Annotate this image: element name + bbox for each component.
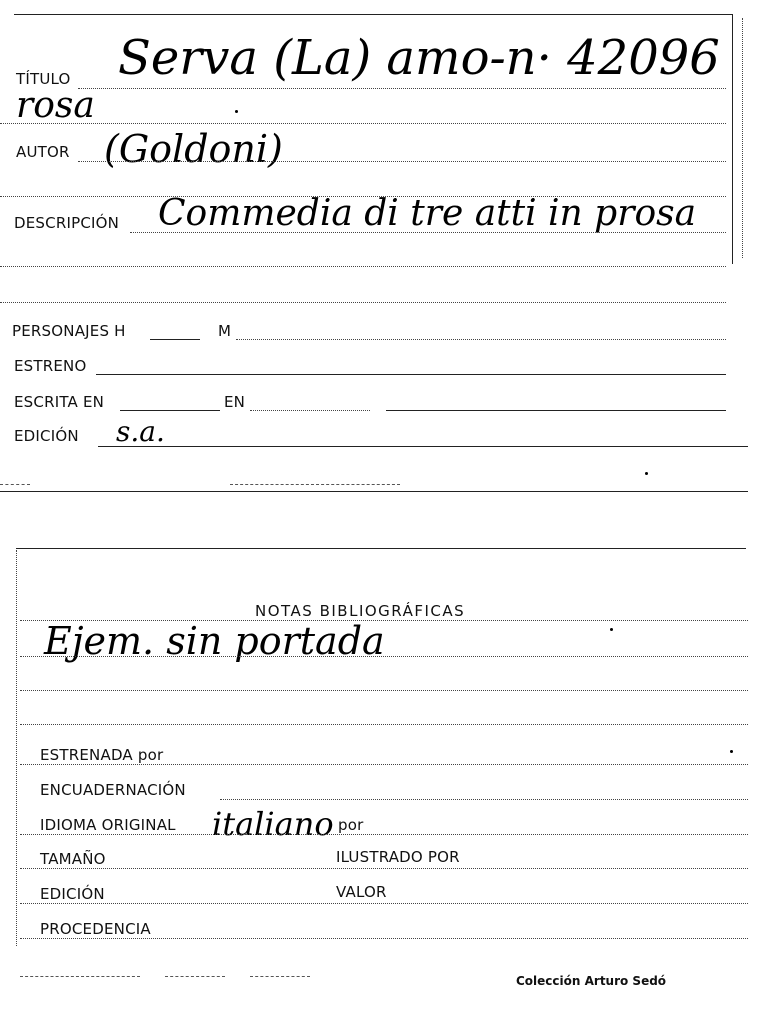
label-por: por xyxy=(338,816,364,834)
label-tamano: TAMAÑO xyxy=(40,850,106,868)
notas-heading: NOTAS BIBLIOGRÁFICAS xyxy=(255,602,466,620)
label-titulo: TÍTULO xyxy=(16,70,71,88)
label-procedencia: PROCEDENCIA xyxy=(40,920,151,938)
handwritten-edicion: s.a. xyxy=(116,415,165,448)
estreno-line xyxy=(96,374,726,375)
card-bottom-left-border xyxy=(16,550,17,946)
titulo-cont-line xyxy=(0,123,726,124)
footer-dash-1 xyxy=(20,976,140,977)
handwritten-titulo-cont: rosa xyxy=(16,85,95,126)
card-top-top-border xyxy=(14,14,732,15)
descripcion-line xyxy=(130,232,726,233)
bottom-dash-2 xyxy=(230,484,400,485)
handwritten-notas: Ejem. sin portada xyxy=(44,619,385,663)
encuadernacion-line xyxy=(220,799,748,800)
personajes-h-line xyxy=(150,339,200,340)
ink-speck xyxy=(610,628,613,631)
handwritten-descripcion: Commedia di tre atti in prosa xyxy=(158,193,697,234)
label-en: EN xyxy=(224,393,246,411)
label-edicion-bottom: EDICIÓN xyxy=(40,885,105,903)
label-idioma-original: IDIOMA ORIGINAL xyxy=(40,816,176,834)
label-ilustrado-por: ILUSTRADO POR xyxy=(336,848,460,866)
card-top-right-border xyxy=(732,14,733,264)
card-top-right-edge xyxy=(742,18,743,258)
procedencia-line xyxy=(20,938,748,939)
footer-dash-3 xyxy=(250,976,310,977)
collection-credit: Colección Arturo Sedó xyxy=(516,974,667,988)
card-top-bottom-border xyxy=(0,491,748,492)
label-autor: AUTOR xyxy=(16,143,70,161)
label-personajes-h: PERSONAJES H xyxy=(12,322,126,340)
autor-line xyxy=(78,161,726,162)
label-estreno: ESTRENO xyxy=(14,357,87,375)
personajes-line xyxy=(236,339,726,340)
notas-line-3 xyxy=(20,724,748,725)
idioma-line xyxy=(20,834,748,835)
estrenada-line xyxy=(20,764,748,765)
footer-dash-2 xyxy=(165,976,225,977)
en-line-right xyxy=(386,410,726,411)
titulo-line xyxy=(78,88,726,89)
label-escrita-en: ESCRITA EN xyxy=(14,393,105,411)
escrita-en-line xyxy=(120,410,220,411)
label-estrenada-por: ESTRENADA por xyxy=(40,746,164,764)
bottom-dash-1 xyxy=(0,484,30,485)
label-encuadernacion: ENCUADERNACIÓN xyxy=(40,781,186,799)
edicion-bottom-line xyxy=(20,903,748,904)
ink-speck xyxy=(730,750,733,753)
notas-line-1 xyxy=(20,656,748,657)
ink-speck xyxy=(235,110,238,113)
label-personajes-m: M xyxy=(218,322,232,340)
en-line xyxy=(250,410,370,411)
label-descripcion: DESCRIPCIÓN xyxy=(14,214,120,232)
handwritten-autor: (Goldoni) xyxy=(104,127,283,171)
edicion-line xyxy=(98,446,748,447)
card-bottom-top-border xyxy=(16,548,746,549)
notas-line-2 xyxy=(20,690,748,691)
label-valor: VALOR xyxy=(336,883,387,901)
handwritten-titulo: Serva (La) amo-n· 42096 xyxy=(118,30,720,86)
blank-line-3 xyxy=(0,302,726,303)
label-edicion-top: EDICIÓN xyxy=(14,427,79,445)
handwritten-idioma: italiano xyxy=(212,805,334,843)
ink-speck xyxy=(645,472,648,475)
blank-line-2 xyxy=(0,266,726,267)
tamano-line xyxy=(20,868,748,869)
